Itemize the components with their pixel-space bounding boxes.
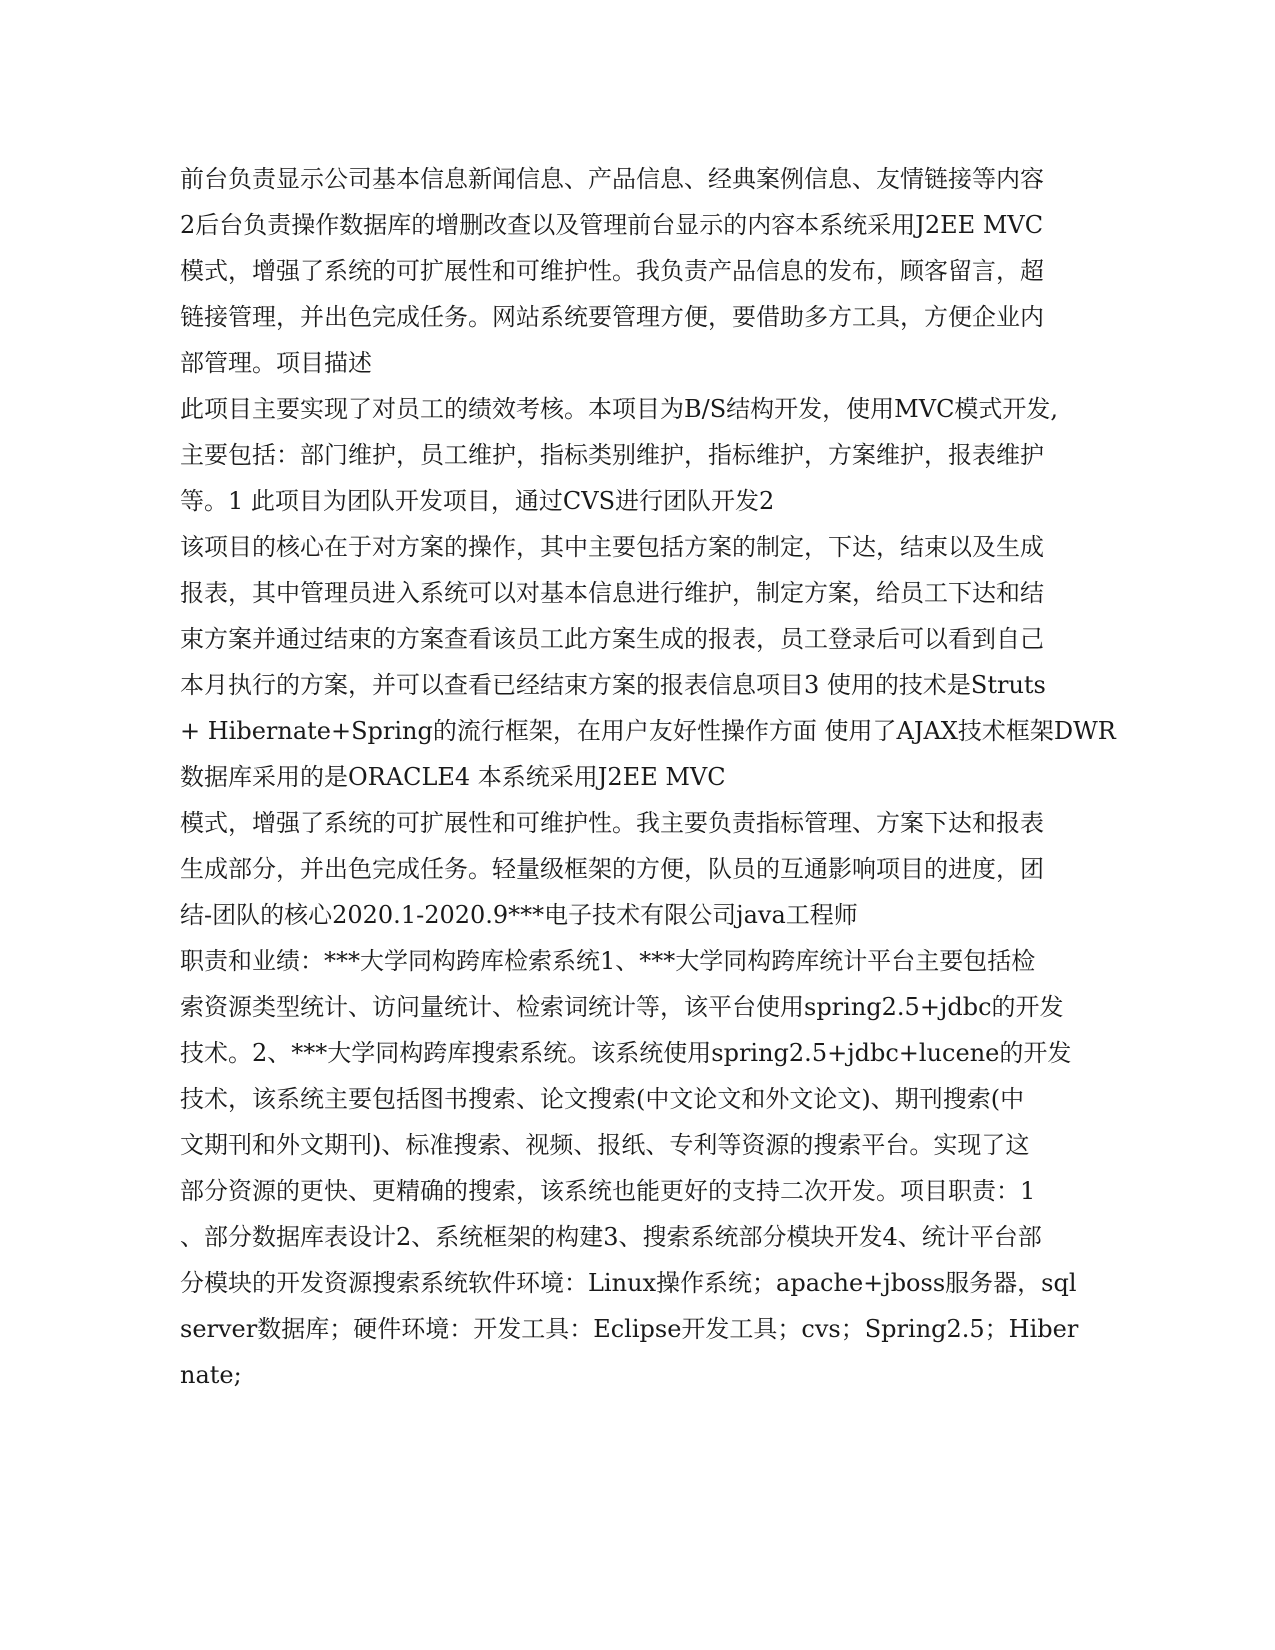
text-line: 链接管理，并出色完成任务。网站系统要管理方便，要借助多方工具，方便企业内 [180, 303, 1044, 331]
text-line: 结-团队的核心2020.1-2020.9***电子技术有限公司java工程师 [180, 901, 858, 929]
text-line: 部分资源的更快、更精确的搜索，该系统也能更好的支持二次开发。项目职责：1 [180, 1177, 1036, 1205]
text-line: nate; [180, 1361, 242, 1389]
text-line: 报表，其中管理员进入系统可以对基本信息进行维护，制定方案，给员工下达和结 [180, 579, 1044, 607]
text-line: 2后台负责操作数据库的增删改查以及管理前台显示的内容本系统采用J2EE MVC [180, 211, 1044, 239]
text-line: 前台负责显示公司基本信息新闻信息、产品信息、经典案例信息、友情链接等内容 [180, 165, 1044, 193]
text-line: 索资源类型统计、访问量统计、检索词统计等，该平台使用spring2.5+jdbc的开发 [180, 993, 1064, 1021]
text-line: 模式，增强了系统的可扩展性和可维护性。我负责产品信息的发布，顾客留言，超 [180, 257, 1044, 285]
text-line: server数据库；硬件环境：开发工具：Eclipse开发工具；cvs；Spring2.5；Hiber [180, 1315, 1079, 1343]
text-line: 技术，该系统主要包括图书搜索、论文搜索(中文论文和外文论文)、期刊搜索(中 [180, 1085, 1025, 1113]
text-line: 该项目的核心在于对方案的操作，其中主要包括方案的制定，下达，结束以及生成 [180, 533, 1044, 561]
text-line: + Hibernate+Spring的流行框架，在用户友好性操作方面 使用了AJAX技术框架DWR [180, 717, 1116, 745]
text-line: 生成部分，并出色完成任务。轻量级框架的方便，队员的互通影响项目的进度，团 [180, 855, 1044, 883]
text-line: 本月执行的方案，并可以查看已经结束方案的报表信息项目3 使用的技术是Struts [180, 671, 1046, 699]
text-line: 等。1 此项目为团队开发项目，通过CVS进行团队开发2 [180, 487, 775, 515]
text-line: 职责和业绩：***大学同构跨库检索系统1、***大学同构跨库统计平台主要包括检 [180, 947, 1036, 975]
text-line: 主要包括：部门维护，员工维护，指标类别维护，指标维护，方案维护，报表维护 [180, 441, 1044, 469]
text-line: 此项目主要实现了对员工的绩效考核。本项目为B/S结构开发，使用MVC模式开发, [180, 395, 1059, 423]
text-line: 、部分数据库表设计2、系统框架的构建3、搜索系统部分模块开发4、统计平台部 [180, 1223, 1042, 1251]
text-line: 数据库采用的是ORACLE4 本系统采用J2EE MVC [180, 763, 726, 791]
text-line: 分模块的开发资源搜索系统软件环境：Linux操作系统；apache+jboss服务器，sql [180, 1269, 1077, 1297]
text-line: 技术。2、***大学同构跨库搜索系统。该系统使用spring2.5+jdbc+lucene的开发 [180, 1039, 1072, 1067]
text-line: 模式，增强了系统的可扩展性和可维护性。我主要负责指标管理、方案下达和报表 [180, 809, 1044, 837]
text-line: 文期刊和外文期刊)、标准搜索、视频、报纸、专利等资源的搜索平台。实现了这 [180, 1131, 1030, 1159]
text-line: 部管理。项目描述 [180, 349, 372, 377]
text-line: 束方案并通过结束的方案查看该员工此方案生成的报表，员工登录后可以看到自己 [180, 625, 1044, 653]
